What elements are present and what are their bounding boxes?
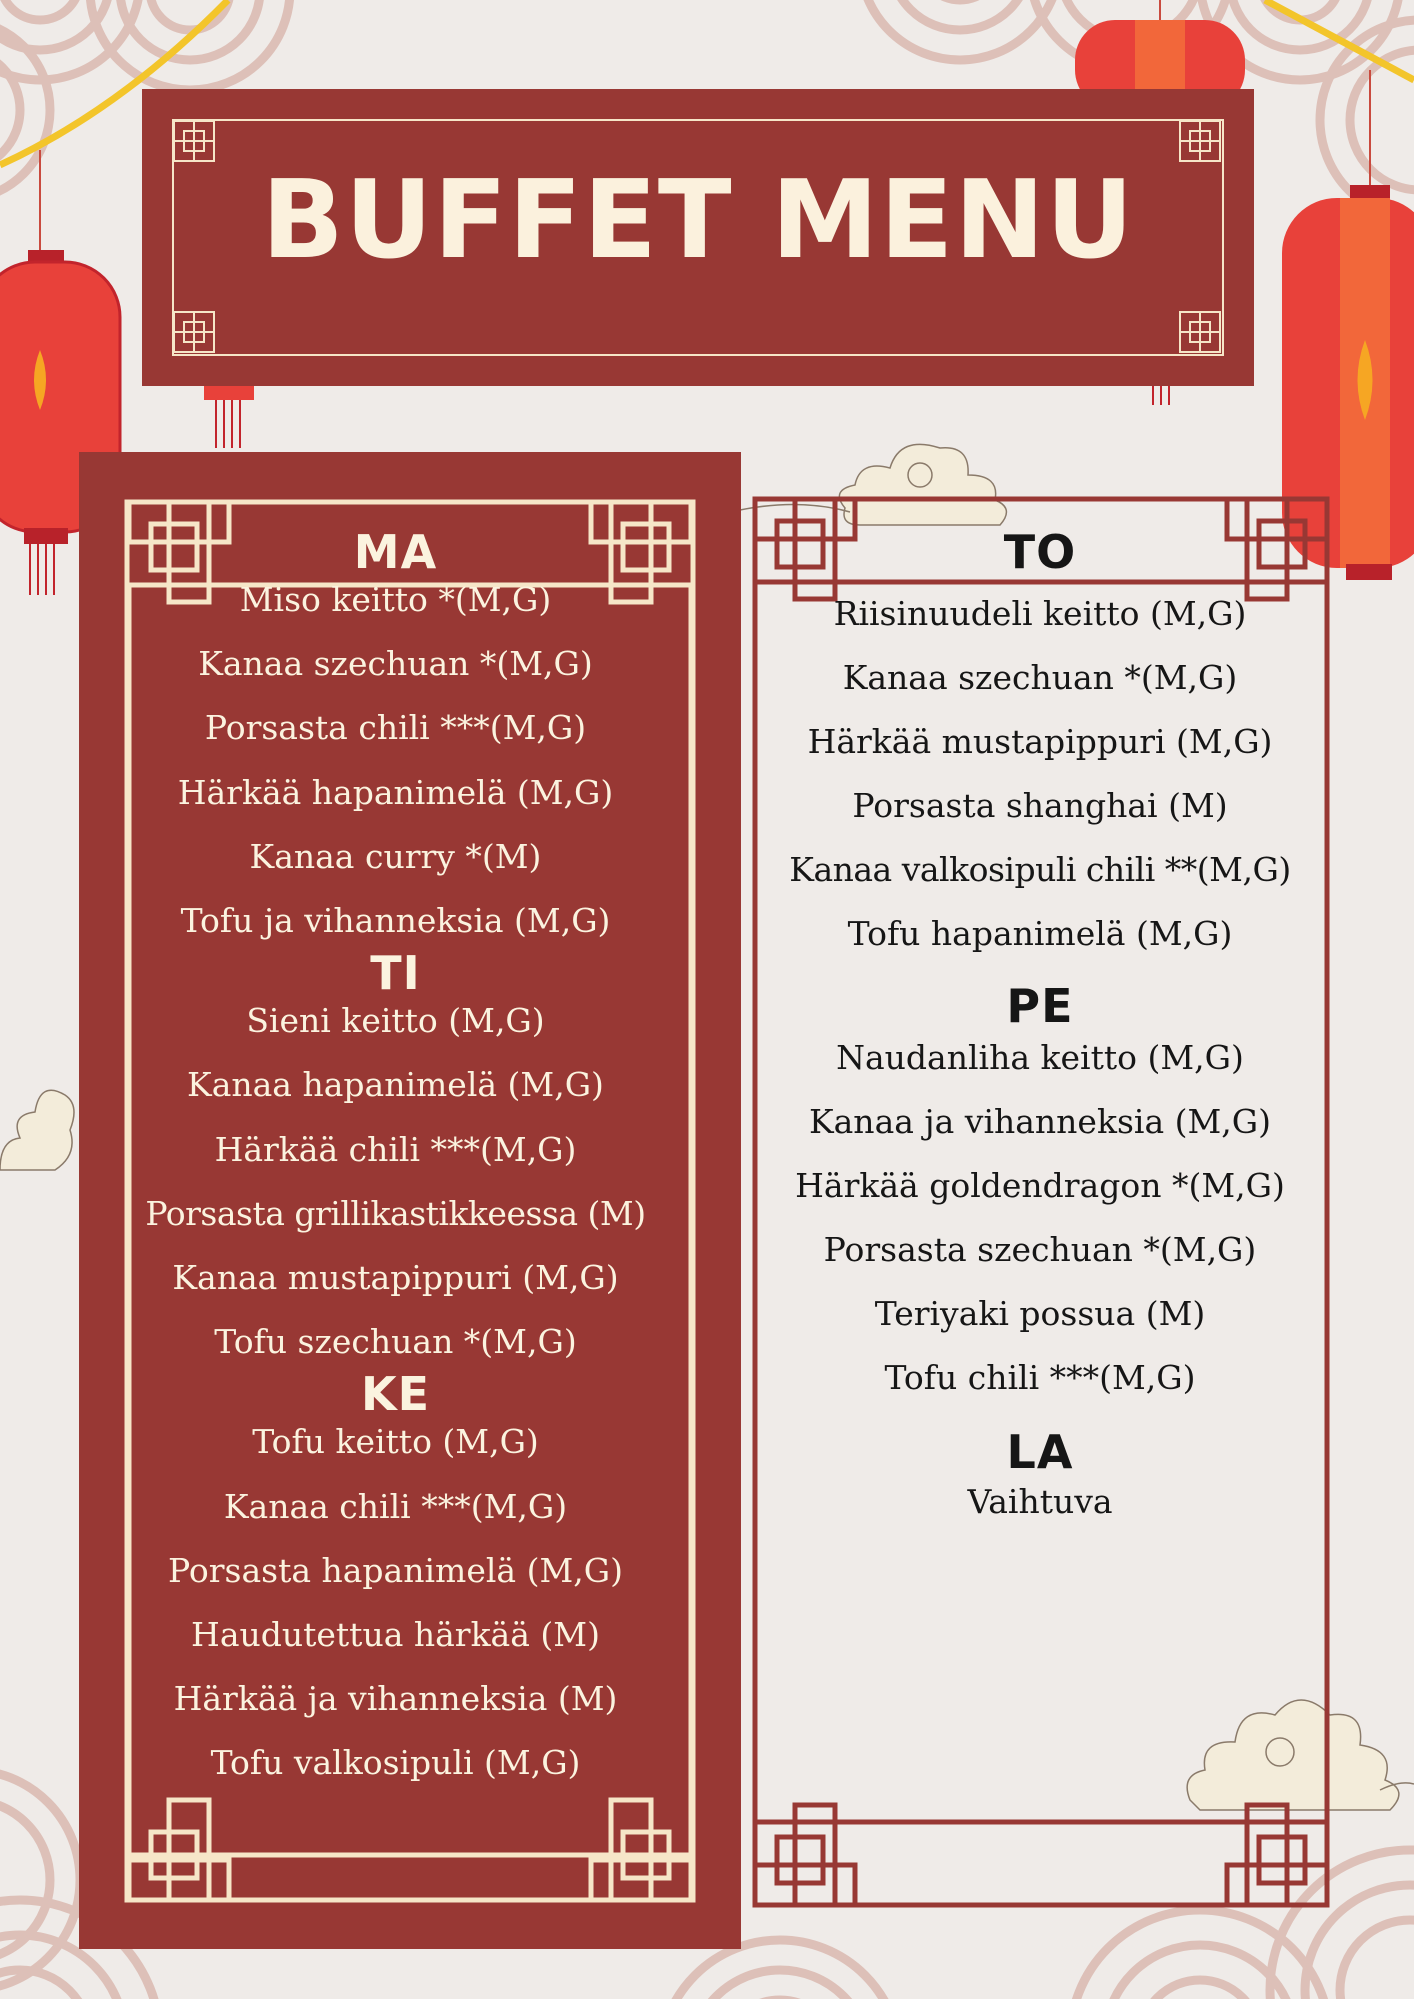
dish-item: Porsasta chili ***(M,G) bbox=[204, 708, 587, 748]
dish-item: Kanaa szechuan *(M,G) bbox=[842, 658, 1238, 697]
dish-item: Härkää mustapippuri (M,G) bbox=[807, 722, 1273, 761]
day-heading-la: LA bbox=[1006, 1425, 1074, 1479]
day-section-ke bbox=[118, 1368, 673, 1795]
day-heading-to: TO bbox=[1003, 525, 1077, 579]
corner-knot-icon bbox=[172, 119, 222, 169]
dish-item: Kanaa ja vihanneksia (M,G) bbox=[808, 1102, 1272, 1141]
dish-item: Härkää hapanimelä (M,G) bbox=[177, 772, 614, 812]
dish-item: Härkää goldendragon *(M,G) bbox=[795, 1166, 1285, 1205]
lantern-icon bbox=[200, 380, 260, 450]
title-banner bbox=[142, 89, 1254, 386]
day-section-to bbox=[758, 526, 1322, 966]
dish-item: Porsasta shanghai (M) bbox=[852, 786, 1228, 825]
dish-item: Tofu valkosipuli (M,G) bbox=[210, 1743, 581, 1783]
day-heading-ke: KE bbox=[360, 1367, 431, 1422]
corner-knot-icon bbox=[172, 306, 222, 356]
day-section-pe bbox=[758, 980, 1322, 1410]
dish-item: Porsasta szechuan *(M,G) bbox=[823, 1230, 1257, 1269]
dish-item: Kanaa chili ***(M,G) bbox=[223, 1486, 568, 1526]
cloud-icon bbox=[0, 1060, 80, 1180]
day-heading-ti: TI bbox=[370, 946, 421, 1001]
corner-knot-icon bbox=[1174, 119, 1224, 169]
dish-item: Härkää chili ***(M,G) bbox=[214, 1129, 577, 1169]
dish-item: Tofu keitto (M,G) bbox=[252, 1422, 539, 1462]
dish-item: Tofu ja vihanneksia (M,G) bbox=[180, 901, 611, 941]
dish-item: Härkää ja vihanneksia (M) bbox=[173, 1679, 618, 1719]
dish-item: Tofu szechuan *(M,G) bbox=[214, 1322, 577, 1362]
dish-item: Naudanliha keitto (M,G) bbox=[836, 1038, 1244, 1077]
dish-item: Tofu hapanimelä (M,G) bbox=[847, 914, 1233, 953]
menu-column-right bbox=[758, 520, 1322, 1534]
menu-column-left bbox=[118, 520, 673, 1796]
dish-item: Porsasta hapanimelä (M,G) bbox=[168, 1550, 623, 1590]
dish-item: Miso keitto *(M,G) bbox=[239, 580, 552, 619]
page-title: BUFFET MENU bbox=[261, 158, 1135, 283]
day-section-ti bbox=[118, 947, 673, 1374]
day-heading-ma: MA bbox=[353, 525, 438, 579]
dish-item: Porsasta grillikastikkeessa (M) bbox=[145, 1193, 646, 1233]
dish-item: Kanaa szechuan *(M,G) bbox=[198, 644, 593, 684]
dish-item: Riisinuudeli keitto (M,G) bbox=[833, 594, 1247, 633]
dish-item: Kanaa valkosipuli chili **(M,G) bbox=[789, 850, 1291, 889]
dish-item: Kanaa curry *(M) bbox=[249, 836, 542, 876]
day-section-la bbox=[758, 1426, 1322, 1534]
dish-item: Kanaa hapanimelä (M,G) bbox=[187, 1065, 604, 1105]
dish-item: Vaihtuva bbox=[967, 1482, 1113, 1521]
dish-item: Kanaa mustapippuri (M,G) bbox=[172, 1258, 619, 1298]
dish-item: Teriyaki possua (M) bbox=[874, 1294, 1206, 1333]
day-heading-pe: PE bbox=[1006, 979, 1074, 1033]
dish-item: Tofu chili ***(M,G) bbox=[884, 1358, 1196, 1397]
day-section-ma bbox=[118, 526, 673, 953]
dish-item: Haudutettua härkää (M) bbox=[191, 1615, 600, 1655]
dish-item: Sieni keitto (M,G) bbox=[246, 1001, 545, 1041]
corner-knot-icon bbox=[1174, 306, 1224, 356]
